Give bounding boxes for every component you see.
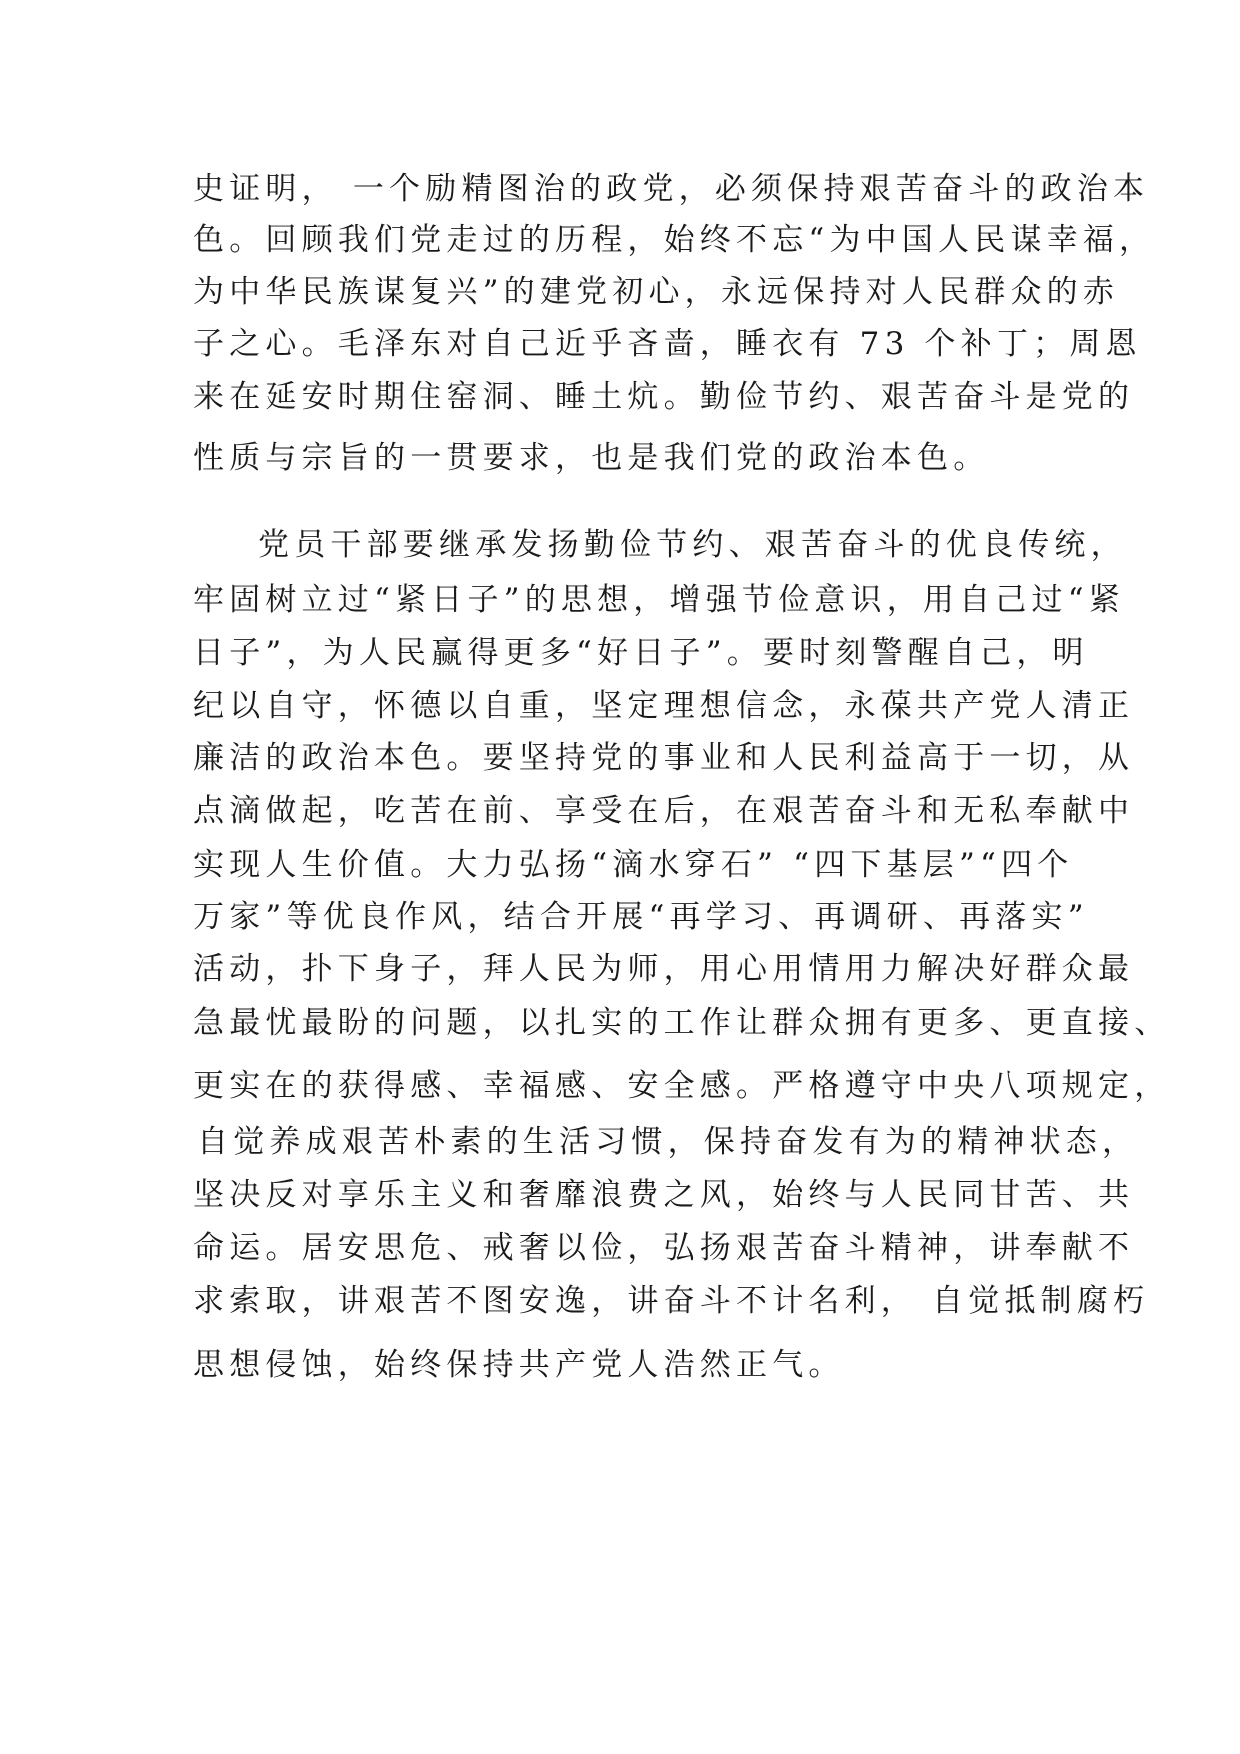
text-line-5: 来在延安时期住窑洞、睡土炕。勤俭节约、艰苦奋斗是党的 <box>193 379 1135 415</box>
text-line-4: 子之心。毛泽东对自己近乎吝啬，睡衣有 73 个补丁；周恩 <box>193 326 1142 362</box>
text-line-13: 实现人生价值。大力弘扬“滴水穿石” “四下基层”“四个 <box>193 847 1074 883</box>
text-line-2: 色。回顾我们党走过的历程，始终不忘“为中国人民谋幸福， <box>193 222 1156 258</box>
text-line-20: 命运。居安思危、戒奢以俭，弘扬艰苦奋斗精神，讲奉献不 <box>193 1230 1135 1266</box>
text-line-8: 牢固树立过“紧日子”的思想，增强节俭意识，用自己过“紧 <box>193 582 1125 618</box>
text-line-18: 自觉养成艰苦朴素的生活习惯，保持奋发有为的精神状态， <box>197 1124 1139 1160</box>
text-line-14: 万家”等优良作风，结合开展“再学习、再调研、再落实” <box>193 899 1089 935</box>
text-line-12: 点滴做起，吃苦在前、享受在后，在艰苦奋斗和无私奉献中 <box>193 793 1135 829</box>
text-line-11: 廉洁的政治本色。要坚持党的事业和人民利益高于一切，从 <box>193 740 1135 776</box>
text-line-15: 活动，扑下身子，拜人民为师，用心用情用力解决好群众最 <box>193 951 1135 987</box>
text-line-21: 求索取，讲艰苦不图安逸，讲奋斗不计名利， 自觉抵制腐朽 <box>193 1283 1150 1319</box>
text-line-3: 为中华民族谋复兴”的建党初心，永远保持对人民群众的赤 <box>193 274 1120 310</box>
text-line-16: 急最忧最盼的问题，以扎实的工作让群众拥有更多、更直接、 <box>193 1005 1171 1041</box>
text-line-19: 坚决反对享乐主义和奢靡浪费之风，始终与人民同甘苦、共 <box>193 1177 1135 1213</box>
text-line-7: 党员干部要继承发扬勤俭节约、艰苦奋斗的优良传统， <box>258 527 1127 563</box>
text-line-9: 日子”，为人民赢得更多“好日子”。要时刻警醒自己，明 <box>193 635 1089 671</box>
text-line-10: 纪以自守，怀德以自重，坚定理想信念，永葆共产党人清正 <box>193 688 1135 724</box>
text-line-6: 性质与宗旨的一贯要求，也是我们党的政治本色。 <box>193 440 990 476</box>
text-line-22: 思想侵蚀，始终保持共产党人浩然正气。 <box>193 1347 845 1383</box>
text-line-1: 史证明， 一个励精图治的政党，必须保持艰苦奋斗的政治本 <box>193 171 1150 207</box>
text-line-17: 更实在的获得感、幸福感、安全感。严格遵守中央八项规定， <box>193 1068 1171 1104</box>
